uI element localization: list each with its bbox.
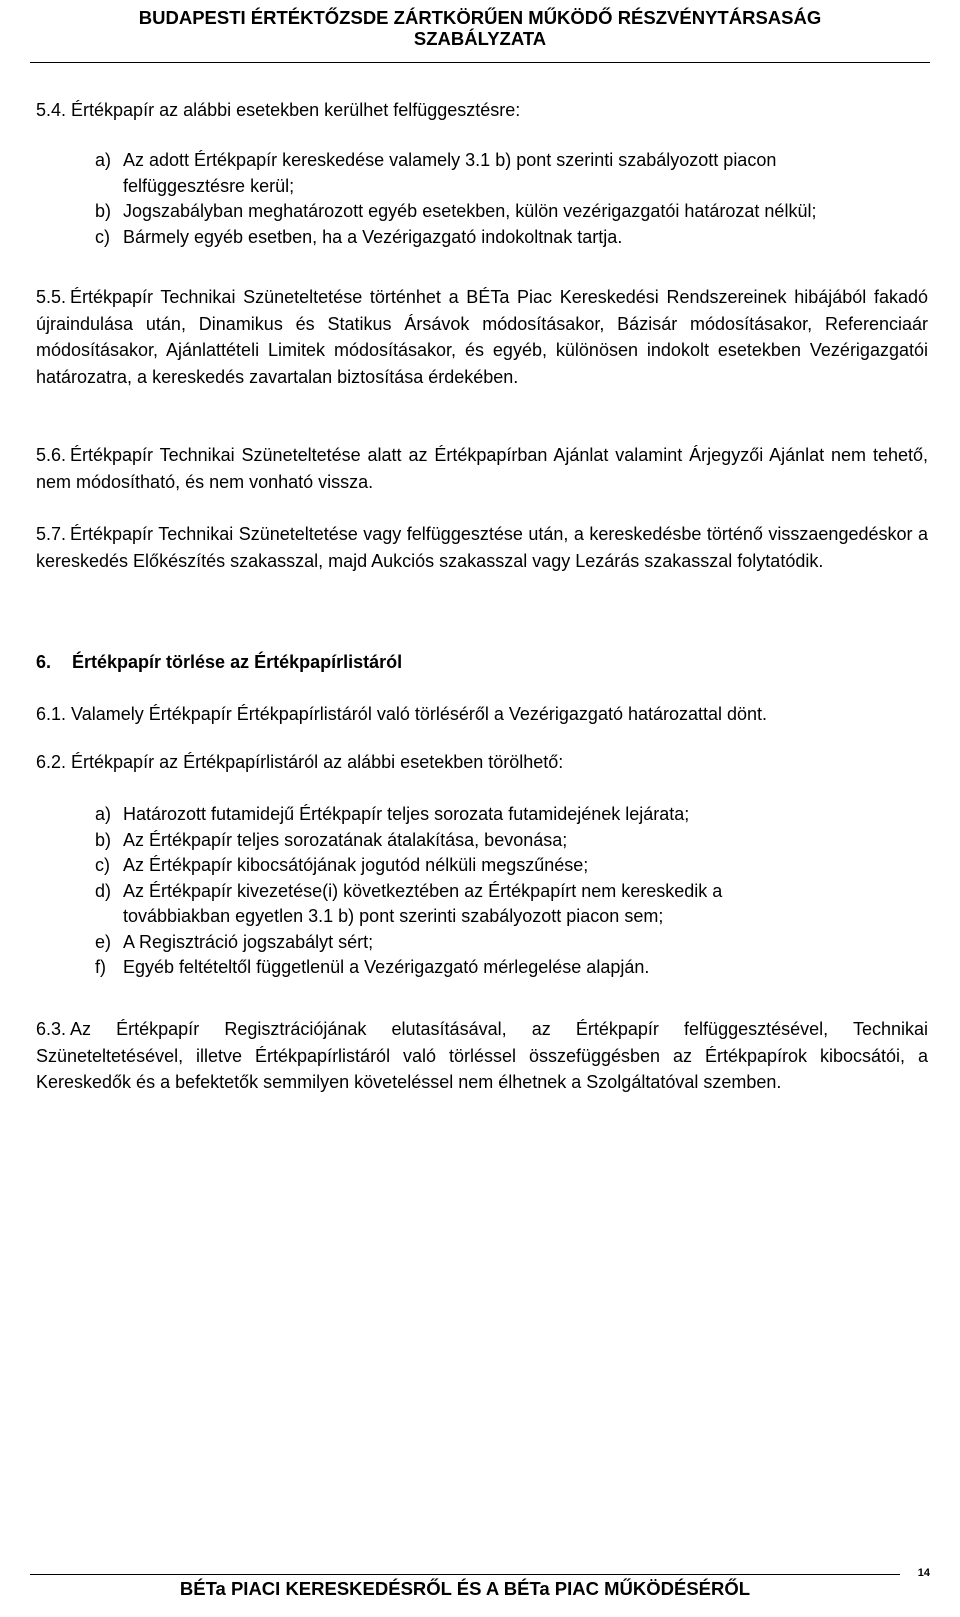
list-item-text: Az Értékpapír kibocsátójának jogutód nélküli megszűnése; [123,855,589,875]
list-item [95,930,815,956]
list-item-text: Az Értékpapír teljes sorozatának átalakítása, bevonása; [123,829,568,850]
list-item [95,199,855,225]
list-item [95,225,855,251]
section-5-5-text: Értékpapír Technikai Szüneteltetése történhet a BÉTa Piac Kereskedési Rendszereinek hibájából fakadó újraindulása után, Dinamikus és Statikus Ársávok módosításakor, Bázisár módosításakor, Referenciaár módosításakor, Ajánlattételi Limitek módosításakor, és egyéb, különösen indokolt esetekben Vezérigazgatói határozatra, a kereskedés zavartalan biztosítása érdekében. [36,287,928,387]
list-item-text: Jogszabályban meghatározott egyéb esetekben, külön vezérigazgatói határozat nélkül; [123,201,817,221]
section-5-6-text: Értékpapír Technikai Szüneteltetése alatt az Értékpapírban Ajánlat valamint Árjegyzői Ajánlat nem tehető, nem módosítható, és nem vonható vissza. [36,445,928,492]
section-6-number: 6. [36,652,52,672]
list-item-label: d) [95,880,112,901]
list-item-text: Határozott futamidejű Értékpapír teljes sorozata futamidejének lejárata; [123,804,690,824]
list-item-label: a) [95,804,112,824]
list-item [95,828,815,854]
section-5-6-number: 5.6. [36,445,67,465]
list-item [95,955,815,981]
header-line-2: SZABÁLYZATA [413,28,547,49]
section-6-2-title: 6.2. Értékpapír az Értékpapírlistáról az alábbi esetekben törölhető: [36,752,564,772]
page-number: 14 [917,1567,930,1579]
list-item-label: c) [95,855,110,875]
footer-text: BÉTa PIACI KERESKEDÉSRŐL ÉS A BÉTa PIAC MŰKÖDÉSÉRŐL [179,1578,751,1599]
list-item-label: e) [95,931,112,952]
list-item [95,853,815,879]
list-item [95,879,815,930]
section-6-3-text: Az Értékpapír Regisztrációjának elutasításával, az Értékpapír felfüggesztésével, Technikai Szüneteltetésével, illetve Értékpapírlistáról való törléssel összefüggésben az Értékpapírok kibocsátói, a Kereskedők és a befektetők semmilyen követeléssel nem élhetnek a Szolgáltatóval szemben. [36,1019,928,1092]
list-item-label: f) [95,957,106,977]
section-5-4-list [95,148,855,250]
list-item-text: Egyéb feltételtől függetlenül a Vezérigazgató mérlegelése alapján. [123,957,650,977]
section-6-2-list [95,802,815,981]
section-6-title: Értékpapír törlése az Értékpapírlistáról [72,652,403,672]
list-item-text: Az adott Értékpapír kereskedése valamely 3.1 b) pont szerinti szabályozott piacon felfüggesztésre kerül; [123,150,777,196]
header-rule [30,62,930,63]
section-6-1-text: 6.1. Valamely Értékpapír Értékpapírlistáról való törléséről a Vezérigazgató határozattal dönt. [36,704,768,724]
list-item-text: A Regisztráció jogszabályt sért; [123,931,374,952]
section-5-7-text: Értékpapír Technikai Szüneteltetése vagy felfüggesztése után, a kereskedésbe történő visszaengedéskor a kereskedés Előkészítés szakasszal, majd Aukciós szakasszal vagy Lezárás szakasszal folytatódik. [36,524,928,571]
list-item [95,148,855,199]
list-item-text: Az Értékpapír kivezetése(i) következtében az Értékpapírt nem kereskedik a továbbiakban egyetlen 3.1 b) pont szerinti szabályozott piacon sem; [123,880,723,926]
section-6-3-number: 6.3. [36,1019,67,1039]
list-item-label: b) [95,829,112,850]
section-5-7-number: 5.7. [36,524,67,544]
footer-rule [30,1574,900,1575]
section-5-4-title: 5.4. Értékpapír az alábbi esetekben kerülhet felfüggesztésre: [36,100,521,120]
list-item [95,802,815,828]
header-line-1: BUDAPESTI ÉRTÉKTŐZSDE ZÁRTKÖRŰEN MŰKÖDŐ RÉSZVÉNYTÁRSASÁG [138,7,822,28]
section-5-5-number: 5.5. [36,287,67,307]
list-item-label: b) [95,201,112,221]
list-item-label: c) [95,226,110,247]
list-item-text: Bármely egyéb esetben, ha a Vezérigazgató indokoltnak tartja. [123,226,623,247]
list-item-label: a) [95,150,112,170]
